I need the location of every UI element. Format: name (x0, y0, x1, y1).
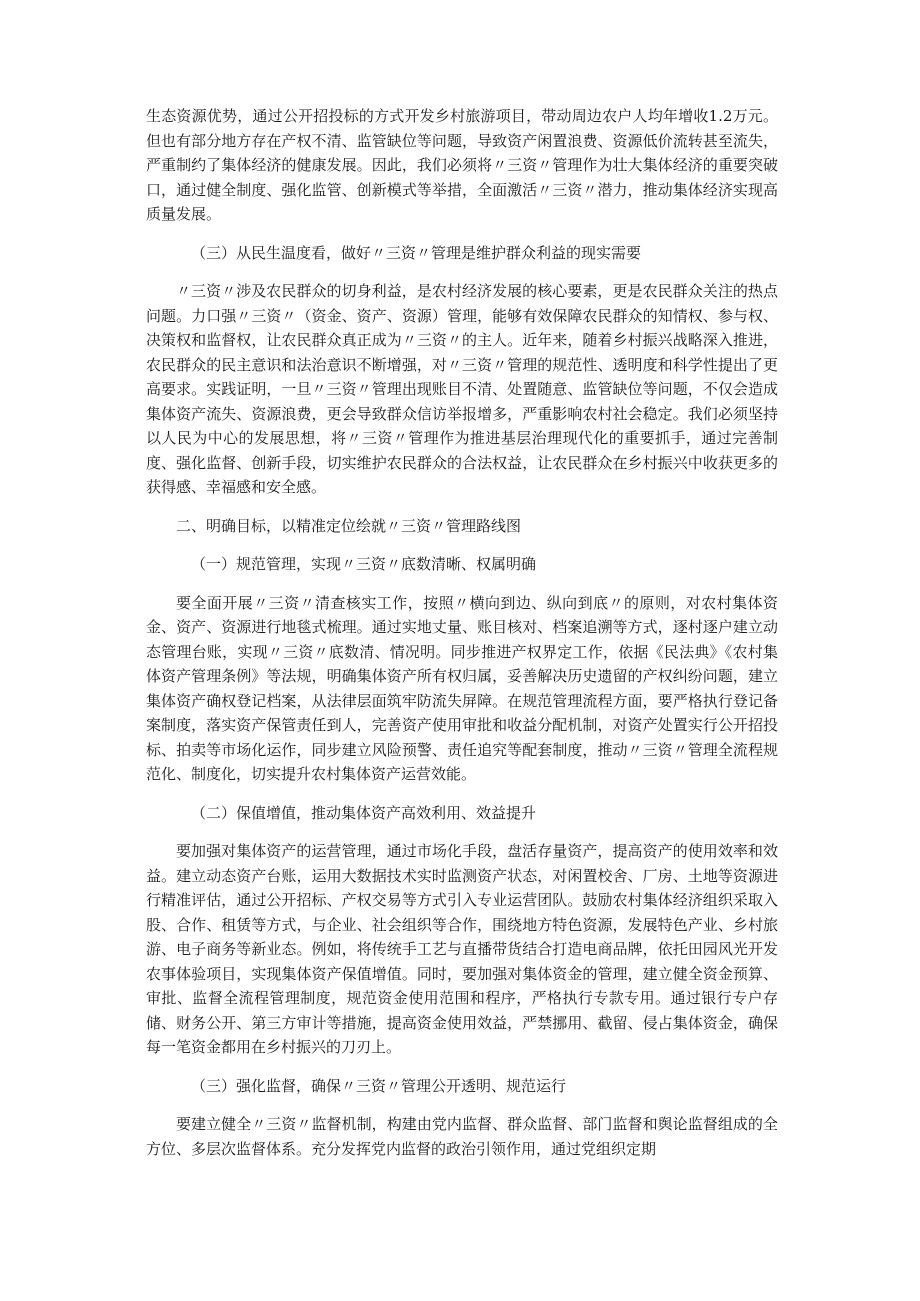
subsection-heading: （一）规范管理，实现〃三资〃底数清晰、权属明确 (191, 555, 537, 573)
subsection-heading: （三）强化监督，确保〃三资〃管理公开透明、规范运行 (191, 1076, 567, 1095)
body-paragraph: 要建立健全〃三资〃监督机制，构建由党内监督、群众监督、部门监督和舆论监督组成的全方位、多层次监督体系。充分发挥党内监督的政治引领作用，通过党组织定期 (146, 1115, 778, 1158)
body-paragraph: 要全面开展〃三资〃清查核实工作，按照〃横向到边、纵向到底〃的原则，对农村集体资金、资产、资源进行地毯式梳理。通过实地丈量、账目核对、档案追溯等方式，逐村逐户建立动态管理台账，实现〃三资〃底数清、情况明。同步推进产权界定工作，依据《民法典》《农村集体资产管理条例》等法规，明确集体资产所有权归属，妥善解决历史遗留的产权纠纷问题，建立集体资产确权登记档案，从法律层面筑牢防流失屏障。在规范管理流程方面，要严格执行登记备案制度，落实资产保管责任到人，完善资产使用审批和收益分配机制，对资产处置实行公开招投标、拍卖等市场化运作，同步建立风险预警、责任追究等配套制度，推动〃三资〃管理全流程规范化、制度化，切实提升农村集体资产运营效能。 (146, 593, 778, 783)
body-paragraph: 要加强对集体资产的运营管理，通过市场化手段，盘活存量资产，提高资产的使用效率和效益。建立动态资产台账，运用大数据技术实时监测资产状态，对闲置校舍、厂房、土地等资源进行精准评估，通过公开招标、产权交易等方式引入专业运营团队。鼓励农村集体经济组织采取入股、合作、租赁等方式，与企业、社会组织等合作，围绕地方特色资源，发展特色产业、乡村旅游、电子商务等新业态。例如，将传统手工艺与直播带货结合打造电商品牌，依托田园风光开发农事体验项目，实现集体资产保值增值。同时，要加强对集体资金的管理，建立健全资金预算、审批、监督全流程管理制度，规范资金使用范围和程序，严格执行专款专用。通过银行专户存储、财务公开、第三方审计等措施，提高资金使用效益，严禁挪用、截留、侵占集体资金，确保每一笔资金都用在乡村振兴的刀刃上。 (146, 842, 778, 1056)
body-paragraph: 〃三资〃涉及农民群众的切身利益，是农村经济发展的核心要素，更是农民群众关注的热点问题。力口强〃三资〃（资金、资产、资源）管理，能够有效保障农民群众的知情权、参与权、决策权和监督权，让农民群众真正成为〃三资〃的主人。近年来，随着乡村振兴战略深入推进，农民群众的民主意识和法治意识不断增强，对〃三资〃管理的规范性、透明度和科学性提出了更高要求。实践证明，一旦〃三资〃管理出现账目不清、处置随意、监管缺位等问题，不仅会造成集体资产流失、资源浪费，更会导致群众信访举报增多，严重影响农村社会稳定。我们必须坚持以人民为中心的发展思想，将〃三资〃管理作为推进基层治理现代化的重要抓手，通过完善制度、强化监督、创新手段，切实维护农民群众的合法权益，让农民群众在乡村振兴中收获更多的获得感、幸福感和安全感。 (146, 282, 778, 496)
section-heading: 二、明确目标，以精准定位绘就〃三资〃管理路线图 (176, 516, 522, 535)
body-paragraph: 生态资源优势，通过公开招投标的方式开发乡村旅游项目，带动周边农户人均年增收1.2万元。但也有部分地方存在产权不清、监管缺位等问题，导致资产闲置浪费、资源低价流转甚至流失，严重制约了集体经济的健康发展。因此，我们必须将〃三资〃管理作为壮大集体经济的重要突破口，通过健全制度、强化监管、创新模式等举措，全面激活〃三资〃潜力，推动集体经济实现高质量发展。 (146, 107, 778, 223)
document-page (146, 104, 778, 1175)
subsection-heading: （三）从民生温度看，做好〃三资〃管理是维护群众利益的现实需要 (191, 243, 642, 262)
subsection-heading: （二）保值增值，推动集体资产高效利用、效益提升 (191, 803, 537, 822)
